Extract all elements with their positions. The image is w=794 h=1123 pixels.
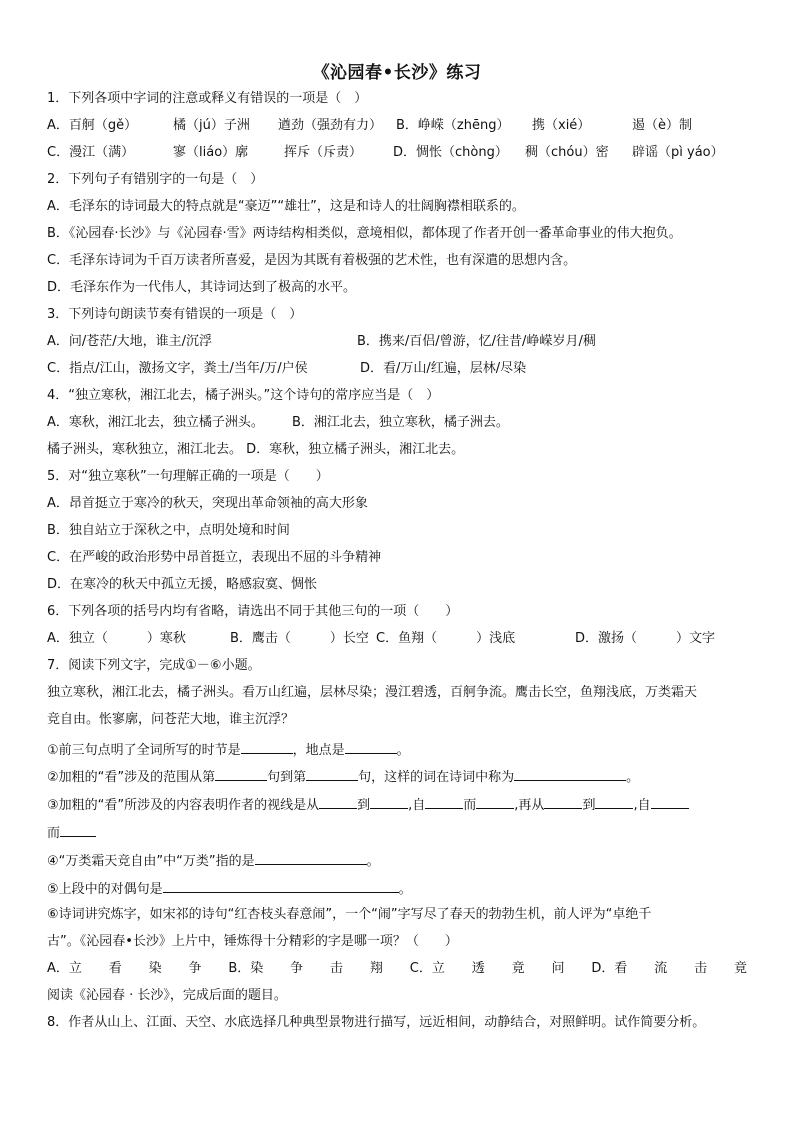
q1-stem: 1．下列各项中字词的注意或释义有错误的一项是（ ） xyxy=(47,91,368,106)
worksheet-title: 《沁园春•长沙》练习 xyxy=(312,63,482,83)
q3-option-d: D．看/万山/红遍，层林/尽染 xyxy=(360,361,527,376)
q1-option: C．漫江（满） xyxy=(47,145,135,160)
q5-option-b: B．独自站立于深秋之中，点明处境和时间 xyxy=(47,523,290,538)
option-char: 流 xyxy=(654,961,668,976)
q7-sub6: ⑥诗词讲究炼字，如宋祁的诗句“红杏枝头春意闹”，一个“闹”字写尽了春天的勃勃生机，前人评为“卓绝千 xyxy=(47,907,652,922)
option-char: C．立 xyxy=(409,961,445,976)
q7-sub2: ②加粗的“看”涉及的范围从第 句到第 句，这样的词在诗词中称为 。 xyxy=(47,767,639,787)
q1-option: 携（xié） xyxy=(532,118,591,133)
q6-stem: 6．下列各项的括号内均有省略，请选出不同于其他三句的一项（ ） xyxy=(47,604,459,619)
q7-stem: 7．阅读下列文字，完成①－⑥小题。 xyxy=(47,658,261,673)
q1-option: B．峥嵘（zhēng） xyxy=(396,118,510,133)
q1-option: 遏（è）制 xyxy=(632,118,692,133)
answer-blank[interactable] xyxy=(60,823,96,837)
q6-option-d: D．激扬（ ）文字 xyxy=(575,631,716,646)
q7-sub4: ④“万类霜天竞自由”中“万类”指的是 。 xyxy=(47,851,380,871)
q5-option-c: C．在严峻的政治形势中昂首挺立，表现出不屈的斗争精神 xyxy=(47,550,382,565)
q7-sub5: ⑤上段中的对偶句是 。 xyxy=(47,879,412,899)
q1-option: 橘（jú）子洲 xyxy=(173,118,250,133)
q2-option-c: C．毛泽东诗词为千百万读者所喜爱，是因为其既有着极强的艺术性，也有深遣的思想内含。 xyxy=(47,253,577,268)
q1-option: 遒劲（强劲有力） xyxy=(278,118,383,133)
option-char: D．看 xyxy=(591,961,628,976)
option-char: B．染 xyxy=(228,961,264,976)
q6-option-b: B．鹰击（ ）长空 xyxy=(230,631,369,646)
q6-option-a: A．独立（ ）寒秋 xyxy=(47,631,186,646)
q6-option-c: C．鱼翔（ ）浅底 xyxy=(376,631,516,646)
option-char: 争 xyxy=(188,961,202,976)
answer-blank[interactable] xyxy=(425,795,463,809)
option-char: 争 xyxy=(290,961,304,976)
option-char: 问 xyxy=(551,961,565,976)
q5-stem: 5．对“独立寒秋”一句理解正确的一项是（ ） xyxy=(47,469,329,484)
q1-option: D．惆怅（chòng） xyxy=(393,145,508,160)
answer-blank[interactable] xyxy=(651,795,689,809)
q4-options-c-d: 橘子洲头，寒秋独立，湘江北去。 D．寒秋，独立橘子洲头，湘江北去。 xyxy=(47,442,465,457)
q7-sub6-cont: 古”。《沁园春•长沙》上片中，锤炼得十分精彩的字是哪一项？（ ） xyxy=(47,934,458,949)
option-char: 翔 xyxy=(369,961,383,976)
q3-option-a: A．问/苍茫/大地，谁主/沉浮 xyxy=(47,334,213,349)
q4-stem: 4．“独立寒秋，湘江北去，橘子洲头。”这个诗句的常序应当是（ ） xyxy=(47,388,440,403)
q5-option-d: D．在寒冷的秋天中孤立无援，略感寂寞、惆怅 xyxy=(47,577,318,592)
reading-instruction: 阅读《沁园春 · 长沙》，完成后面的题目。 xyxy=(47,988,287,1003)
q5-option-a: A．昂首挺立于寒冷的秋天，突现出革命领袖的高大形象 xyxy=(47,496,368,511)
q2-option-d: D．毛泽东作为一代伟人，其诗词达到了极高的水平。 xyxy=(47,280,357,295)
option-char: 击 xyxy=(694,961,708,976)
q3-option-b: B．携来/百侣/曾游，忆/往昔/峥嵘岁月/稠 xyxy=(357,334,596,349)
answer-blank[interactable] xyxy=(544,795,582,809)
q1-option: 寥（liáo）廓 xyxy=(173,145,249,160)
option-char: A．立 xyxy=(47,961,82,976)
option-char: 竟 xyxy=(733,961,747,976)
q2-stem: 2．下列句子有错别字的一句是（ ） xyxy=(47,172,264,187)
q7-sub3: ③加粗的“看”所涉及的内容表明作者的视线是从 到 ,自 而 ,再从 到 ,自 xyxy=(47,795,689,815)
q3-stem: 3．下列诗句朗读节奏有错误的一项是（ ） xyxy=(47,307,303,322)
q7-passage: 竞自由。怅寥廓，问苍茫大地，谁主沉浮？ xyxy=(47,712,295,727)
q7-sub6-options xyxy=(47,960,747,978)
answer-blank[interactable] xyxy=(215,767,267,781)
q1-option: 挥斥（斥责） xyxy=(284,145,363,160)
answer-blank[interactable] xyxy=(370,795,408,809)
answer-blank[interactable] xyxy=(241,740,293,754)
q2-option-a: A．毛泽东的诗词最大的特点就是“豪迈”“雄壮”，这是和诗人的壮阔胸襟相联系的。 xyxy=(47,199,525,214)
option-char: 竟 xyxy=(511,961,525,976)
q7-sub1: ①前三句点明了全词所写的时节是 ，地点是 。 xyxy=(47,740,410,760)
option-char: 染 xyxy=(148,961,162,976)
q2-option-b: B．《沁园春·长沙》与《沁园春·雪》两诗结构相类似，意境相似，都体现了作者开创一番革命事业的伟大抱负。 xyxy=(47,226,682,241)
answer-blank[interactable] xyxy=(319,795,357,809)
q1-option: 稠（chóu）密 xyxy=(525,145,609,160)
answer-blank[interactable] xyxy=(514,767,626,781)
q8-stem: 8．作者从山上、江面、天空、水底选择几种典型景物进行描写，远近相间，动静结合，对照鲜明。试作简要分析。 xyxy=(47,1015,706,1030)
q3-option-c: C．指点/江山，激扬文字，粪土/当年/万/户侯 xyxy=(47,361,308,376)
answer-blank[interactable] xyxy=(306,767,358,781)
option-char: 击 xyxy=(330,961,344,976)
option-char: 透 xyxy=(471,961,485,976)
q1-option: 辟谣（pì yáo） xyxy=(632,145,724,160)
q4-option-b: B．湘江北去，独立寒秋，橘子洲去。 xyxy=(292,415,509,430)
option-char: 看 xyxy=(108,961,122,976)
q1-option: A．百舸（gě） xyxy=(47,118,138,133)
q7-sub3-cont: 而 xyxy=(47,823,96,843)
q4-option-a: A．寒秋，湘江北去，独立橘子洲头。 xyxy=(47,415,264,430)
answer-blank[interactable] xyxy=(595,795,633,809)
answer-blank[interactable] xyxy=(476,795,514,809)
answer-blank[interactable] xyxy=(345,740,397,754)
q7-passage: 独立寒秋，湘江北去，橘子洲头。看万山红遍，层林尽染；漫江碧透，百舸争流。鹰击长空，鱼翔浅底，万类霜天 xyxy=(47,685,698,700)
answer-blank[interactable] xyxy=(163,879,399,893)
answer-blank[interactable] xyxy=(255,851,367,865)
